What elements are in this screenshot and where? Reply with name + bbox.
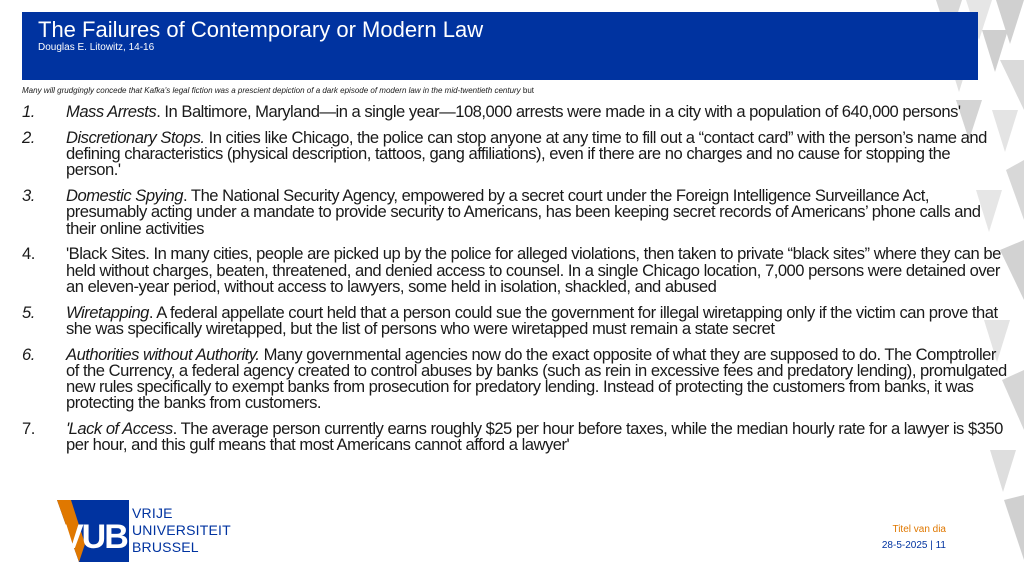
list-item: [22, 185, 1007, 238]
list-item: [22, 246, 1007, 295]
footer-title: Titel van dia: [892, 524, 946, 535]
list-item-text: . The National Security Agency, empowered by a secret court under the Foreign Intelligence Surveillance Act, presumably acting under a mandate to provide security to Americans, has been keeping secret records of Americans’ phone calls and their online activities: [66, 185, 981, 238]
list-item-text: . In Baltimore, Maryland—in a single year—108,000 arrests were made in a city with a population of 640,000 persons': [156, 102, 961, 121]
title-bar: [22, 12, 978, 80]
list-item-number: 2.: [22, 127, 35, 147]
slide-title: The Failures of Contemporary or Modern Law: [38, 17, 484, 42]
footer-date-page: 28-5-2025 | 11: [881, 540, 946, 551]
slide-subtitle: Douglas E. Litowitz, 14-16: [38, 42, 155, 53]
list-item: [22, 127, 1007, 180]
university-name-line3: BRUSSEL: [132, 539, 199, 555]
list-item-body: [66, 185, 1007, 238]
list-item-heading: Domestic Spying: [66, 185, 184, 205]
list-item-text: Many governmental agencies now do the exact opposite of what they are supposed to do. The Comptroller of the Currency, a federal agency created to control abuses by banks (such as rein in excessive fees and predatory lending), promulgated new rules specifically to exempt banks from prosecution for predatory lending. Instead of protecting the customers from banks, it was protecting the banks from customers.: [66, 344, 1007, 413]
list-item-text: . The average person currently earns roughly $25 per hour before taxes, while the median hourly rate for a lawyer is $350 per hour, and this gulf means that most Americans cannot afford a lawyer': [66, 419, 1003, 455]
list-item-heading: 'Lack of Access: [66, 419, 173, 439]
slide-footer: [882, 522, 946, 554]
list-item-number: 3.: [22, 185, 35, 205]
list-item-body: [66, 302, 1007, 338]
list-item-body: [66, 246, 1007, 295]
intro-tail: but: [520, 86, 535, 95]
list-item-body: [66, 127, 1007, 180]
list-item-text: In cities like Chicago, the police can stop anyone at any time to fill out a “contact card” with the person’s name and defining characteristics (physical description, tattoos, gang affiliations), even if there are no charges and no cause for stopping the person.': [66, 127, 987, 180]
university-name-line2: UNIVERSITEIT: [132, 522, 231, 538]
numbered-list: [22, 104, 1007, 463]
list-item-heading: Discretionary Stops.: [66, 127, 205, 147]
university-name-line1: VRIJE: [132, 505, 173, 521]
list-item-text: . A federal appellate court held that a person could sue the government for illegal wiretapping only if the victim can prove that she was specifically wiretapped, but the list of persons who were wiretapped must remain a state secret: [66, 302, 998, 338]
list-item: [22, 302, 1007, 338]
list-item: [22, 344, 1007, 413]
list-item-body: [66, 421, 1007, 454]
vub-logo-mark: VUB: [61, 518, 127, 556]
list-item-heading: Mass Arrests: [66, 102, 157, 121]
list-item-number: 7.: [22, 419, 35, 439]
list-item: [22, 104, 1007, 120]
list-item-body: [66, 104, 1007, 120]
list-item-body: [66, 344, 1007, 413]
list-item: [22, 421, 1007, 454]
list-item-number: 4.: [22, 244, 35, 264]
list-item-heading: Wiretapping: [66, 302, 149, 322]
list-item-heading: Authorities without Authority.: [66, 344, 260, 364]
intro-text: [22, 86, 922, 96]
list-item-number: 6.: [22, 344, 35, 364]
university-name: [132, 505, 231, 556]
list-item-number: 1.: [22, 102, 35, 121]
list-item-number: 5.: [22, 302, 35, 322]
intro-italic: Many will grudgingly concede that Kafka's legal fiction was a prescient depiction of a dark episode of modern law in the mid-twentieth century: [22, 86, 521, 95]
list-item-text: 'Black Sites. In many cities, people are picked up by the police for alleged violations, then taken to private “black sites” where they can be held without charges, beaten, threatened, and denied access to counsel. In a single Chicago location, 7,000 persons were detained over an eleven-year period, without access to lawyers, some held in isolation, shackled, and abused: [66, 244, 1001, 296]
